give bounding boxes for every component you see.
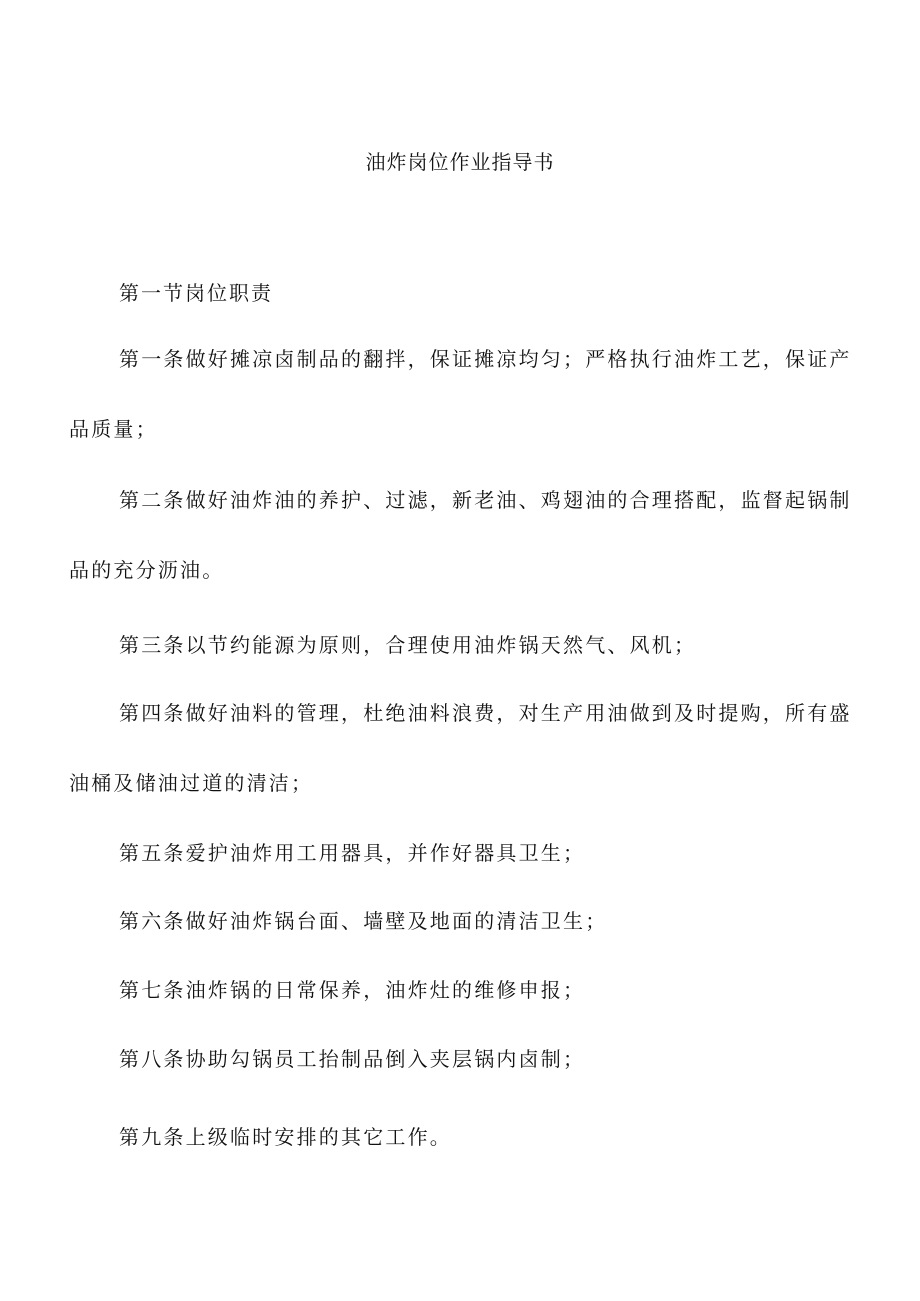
article-1: 第一条做好摊凉卤制品的翻拌，保证摊凉均匀；严格执行油炸工艺，保证产品质量； [69, 347, 852, 441]
section-heading: 第一节岗位职责 [119, 281, 273, 305]
article-8: 第八条协助勾锅员工抬制品倒入夹层锅内卤制； [119, 1047, 586, 1071]
article-3: 第三条以节约能源为原则，合理使用油炸锅天然气、风机； [119, 633, 697, 657]
document-title: 油炸岗位作业指导书 [365, 150, 555, 174]
article-7: 第七条油炸锅的日常保养，油炸灶的维修申报； [119, 978, 586, 1002]
article-6: 第六条做好油炸锅台面、墙壁及地面的清洁卫生； [119, 909, 608, 933]
article-2: 第二条做好油炸油的养护、过滤，新老油、鸡翅油的合理搭配，监督起锅制品的充分沥油。 [69, 488, 852, 582]
article-4: 第四条做好油料的管理，杜绝油料浪费，对生产用油做到及时提购，所有盛油桶及储油过道的清洁； [69, 701, 852, 795]
article-9: 第九条上级临时安排的其它工作。 [119, 1125, 452, 1149]
article-5: 第五条爱护油炸用工用器具，并作好器具卫生； [119, 841, 586, 865]
